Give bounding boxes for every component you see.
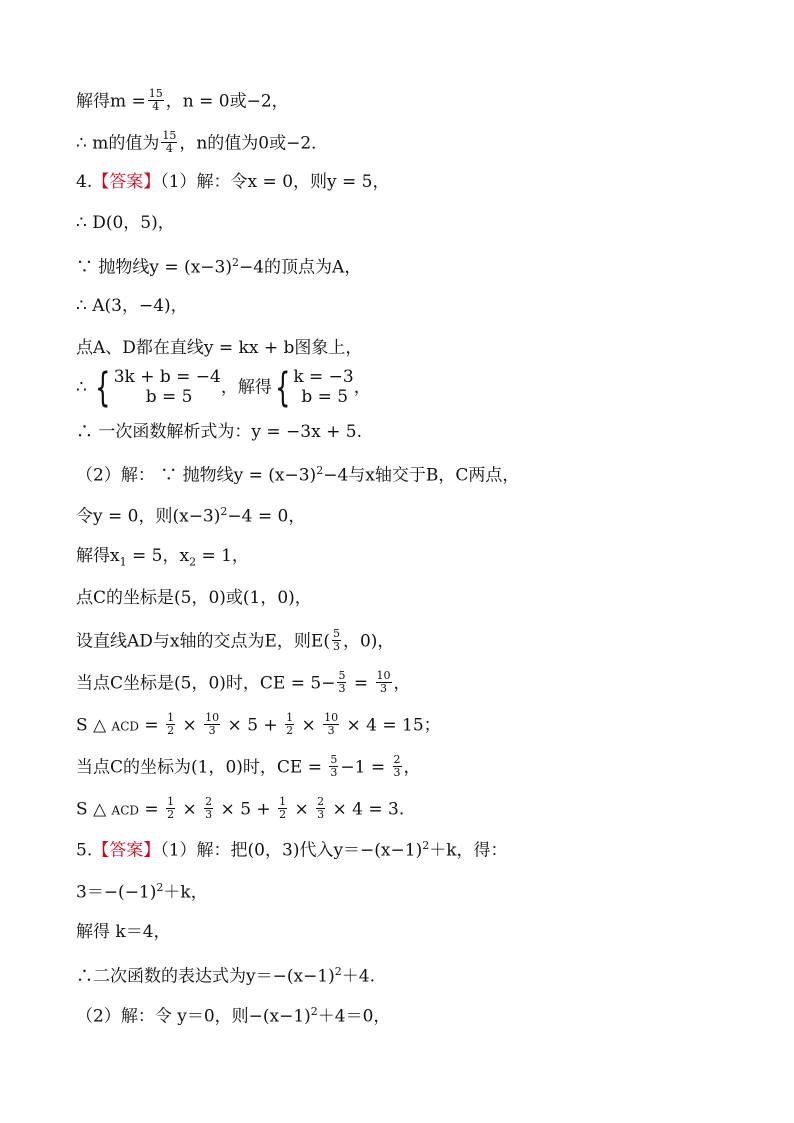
text-segment: ∴ D(0，5)， [76,213,175,233]
text-segment: 点C的坐标是(5，0)或(1，0)， [76,588,312,608]
fraction: $\frac{1}{2}$ [167,711,175,737]
text-segment: 当点C的坐标为(1，0)时，CE = [76,757,328,778]
text-segment: −4与x轴交于B，C两点， [323,465,520,486]
linear-function-line [76,424,362,441]
area-case-1-line: S △ ACD = $\frac{1}{2}$ × $\frac{10}{3}$ × 5 + $\frac{1}{2}$ × $\frac{10}{3}$ × 4 = 15； [76,711,441,737]
text-segment: ，解得 [220,377,272,398]
line-through-points [76,340,362,357]
ce-case-2-line [76,753,421,780]
area-case-2-line: S △ ACD = $\frac{1}{2}$ × $\frac{2}{3}$ × 5 + $\frac{1}{2}$ × $\frac{2}{3}$ × 4 = 3. [76,795,405,821]
text-segment: ＋k， [163,882,208,903]
roots-line [76,548,249,567]
answer-tag: 【答案】 [92,840,161,861]
answer-tag: 【答案】 [92,172,161,192]
question-number: 5. [76,840,93,861]
fraction: $\frac{1}{2}$ [286,711,294,737]
set-y-zero-line [76,506,305,526]
fraction: $\frac{10}{3}$ [324,711,339,737]
superscript: 2 [316,464,324,477]
text-segment: ，n的值为0或−2． [179,133,329,154]
fraction: $\frac{1}{2}$ [279,795,287,821]
answer-5-header [76,840,508,860]
text-segment: = 1， [196,546,249,566]
substitution-line [76,882,208,902]
text-segment: 令y = 0，则(x−3) [76,506,221,527]
point-e-line [76,627,395,654]
text-segment: ，n = 0或−2， [165,91,289,112]
ce-case-1-line [76,669,411,696]
fraction: $\frac{2}{3}$ [205,795,213,821]
text-segment: ， [393,673,411,694]
superscript: 2 [220,505,228,518]
text-segment: −1 = [340,757,391,778]
text-segment: ＋4. [341,966,375,987]
solve-k-line [76,924,171,941]
text-segment: （2）解： ∵ 抛物线y = (x−3) [76,465,317,486]
part-2-set-y-zero-line [76,1006,390,1026]
conclusion-line-m-n [76,129,329,156]
fraction: $\frac{2}{3}$ [317,795,325,821]
text-segment: ∴ 一次函数解析式为：y = −3x + 5. [76,422,362,442]
text-segment: 解得 k＝4， [76,922,171,942]
parabola-vertex-line [76,257,361,277]
text-segment: ， [403,757,421,778]
text-segment: ，0)， [342,631,395,652]
part-2-header [76,465,519,485]
subscript: 1 [119,555,127,569]
text-segment: ∵ 抛物线y = (x−3) [76,257,232,278]
text-segment: = [348,673,374,694]
text-segment: 解得x [76,546,120,566]
superscript: 2 [156,881,164,894]
point-a-line [76,298,188,315]
fraction: $\frac{15}{4}$ [162,129,177,155]
superscript: 2 [310,1005,318,1018]
text-segment: 3＝−(−1) [76,882,157,903]
text-segment: ＋k，得： [429,840,508,861]
solution-line-m [76,87,289,114]
point-c-coords-line [76,590,312,607]
text-segment: ， [353,377,371,398]
superscript: 2 [334,965,342,978]
text-segment: ∴二次函数的表达式为y＝−(x−1) [76,966,335,987]
text-segment: ＋4＝0， [317,1006,391,1027]
therefore-symbol: ∴ [76,377,87,398]
text-segment: （1）解：把(0，3)代入y＝−(x−1) [160,840,423,861]
fraction: $\frac{10}{3}$ [205,711,220,737]
text-segment: = 5，x [126,546,190,566]
text-segment: −4 = 0， [227,506,306,527]
fraction: $\frac{5}{3}$ [332,627,340,653]
answer-4-header [76,174,389,191]
text-segment: 当点C坐标是(5，0)时，CE = 5− [76,673,336,694]
text-segment: 设直线AD与x轴的交点为E，则E( [76,631,330,652]
fraction: $\frac{10}{3}$ [376,669,391,695]
superscript: 2 [422,839,430,852]
text-segment: ∴ m的值为 [76,133,160,154]
fraction: $\frac{5}{3}$ [330,753,338,779]
fraction: $\frac{15}{4}$ [148,87,163,113]
text-segment: −4的顶点为A， [238,257,362,278]
text-segment: 点A、D都在直线y = kx + b图象上， [76,338,363,358]
text-segment: （2）解：令 y＝0，则−(x−1) [76,1006,311,1027]
subscript: 2 [189,555,197,569]
fraction: $\frac{2}{3}$ [393,753,401,779]
text-segment: ∴ A(3，−4)， [76,296,188,316]
equation-system-line [76,365,371,411]
text-segment: 解得m = [76,91,146,112]
point-d-line [76,215,175,232]
question-number: 4. [76,172,93,192]
equation-system-1: { 3k + b = −4 b = 5 [95,365,221,411]
text-segment: （1）解：令x = 0，则y = 5， [160,172,390,192]
quadratic-expression-line [76,966,375,986]
equation-system-2: { k = −3 b = 5 [274,365,354,411]
fraction: $\frac{5}{3}$ [338,669,346,695]
fraction: $\frac{1}{2}$ [167,795,175,821]
superscript: 2 [231,256,239,269]
